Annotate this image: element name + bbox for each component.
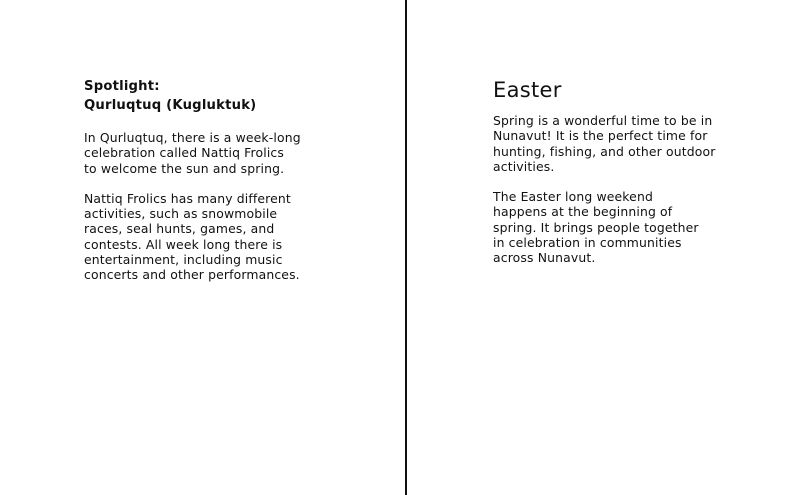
easter-section — [493, 77, 793, 266]
text-line: The Easter long weekend — [493, 189, 653, 205]
spotlight-paragraph-1 — [84, 130, 384, 176]
text-line: Spring is a wonderful time to be in — [493, 113, 713, 128]
text-line: across Nunavut. — [493, 250, 596, 266]
text-line: Nunavut! It is the perfect time for — [493, 128, 708, 144]
text-line: contests. All week long there is — [84, 236, 283, 252]
spotlight-place: Qurluqtuq (Kugluktuk) — [84, 98, 257, 113]
text-line: celebration called Nattiq Frolics — [84, 145, 284, 161]
text-line: In Qurluqtuq, there is a week-long — [84, 130, 301, 145]
text-line: to welcome the sun and spring. — [84, 160, 285, 176]
text-line: activities. — [493, 158, 555, 174]
text-line: races, seal hunts, games, and — [84, 221, 275, 237]
text-line: Nattiq Frolics has many different — [84, 190, 291, 206]
easter-paragraph-1 — [493, 113, 793, 174]
text-line: concerts and other performances. — [84, 267, 300, 283]
easter-heading: Easter — [493, 78, 562, 102]
text-line: activities, such as snowmobile — [84, 206, 278, 222]
easter-paragraph-2 — [493, 189, 793, 265]
text-line: in celebration in communities — [493, 235, 682, 251]
right-page — [406, 0, 810, 495]
spotlight-label: Spotlight: — [84, 79, 160, 94]
spotlight-title — [84, 77, 384, 115]
text-line: entertainment, including music — [84, 252, 283, 268]
text-line: happens at the beginning of — [493, 204, 673, 220]
text-line: hunting, fishing, and other outdoor — [493, 143, 716, 159]
spotlight-section — [84, 77, 384, 283]
spotlight-paragraph-2 — [84, 191, 384, 283]
text-line: spring. It brings people together — [493, 219, 699, 235]
